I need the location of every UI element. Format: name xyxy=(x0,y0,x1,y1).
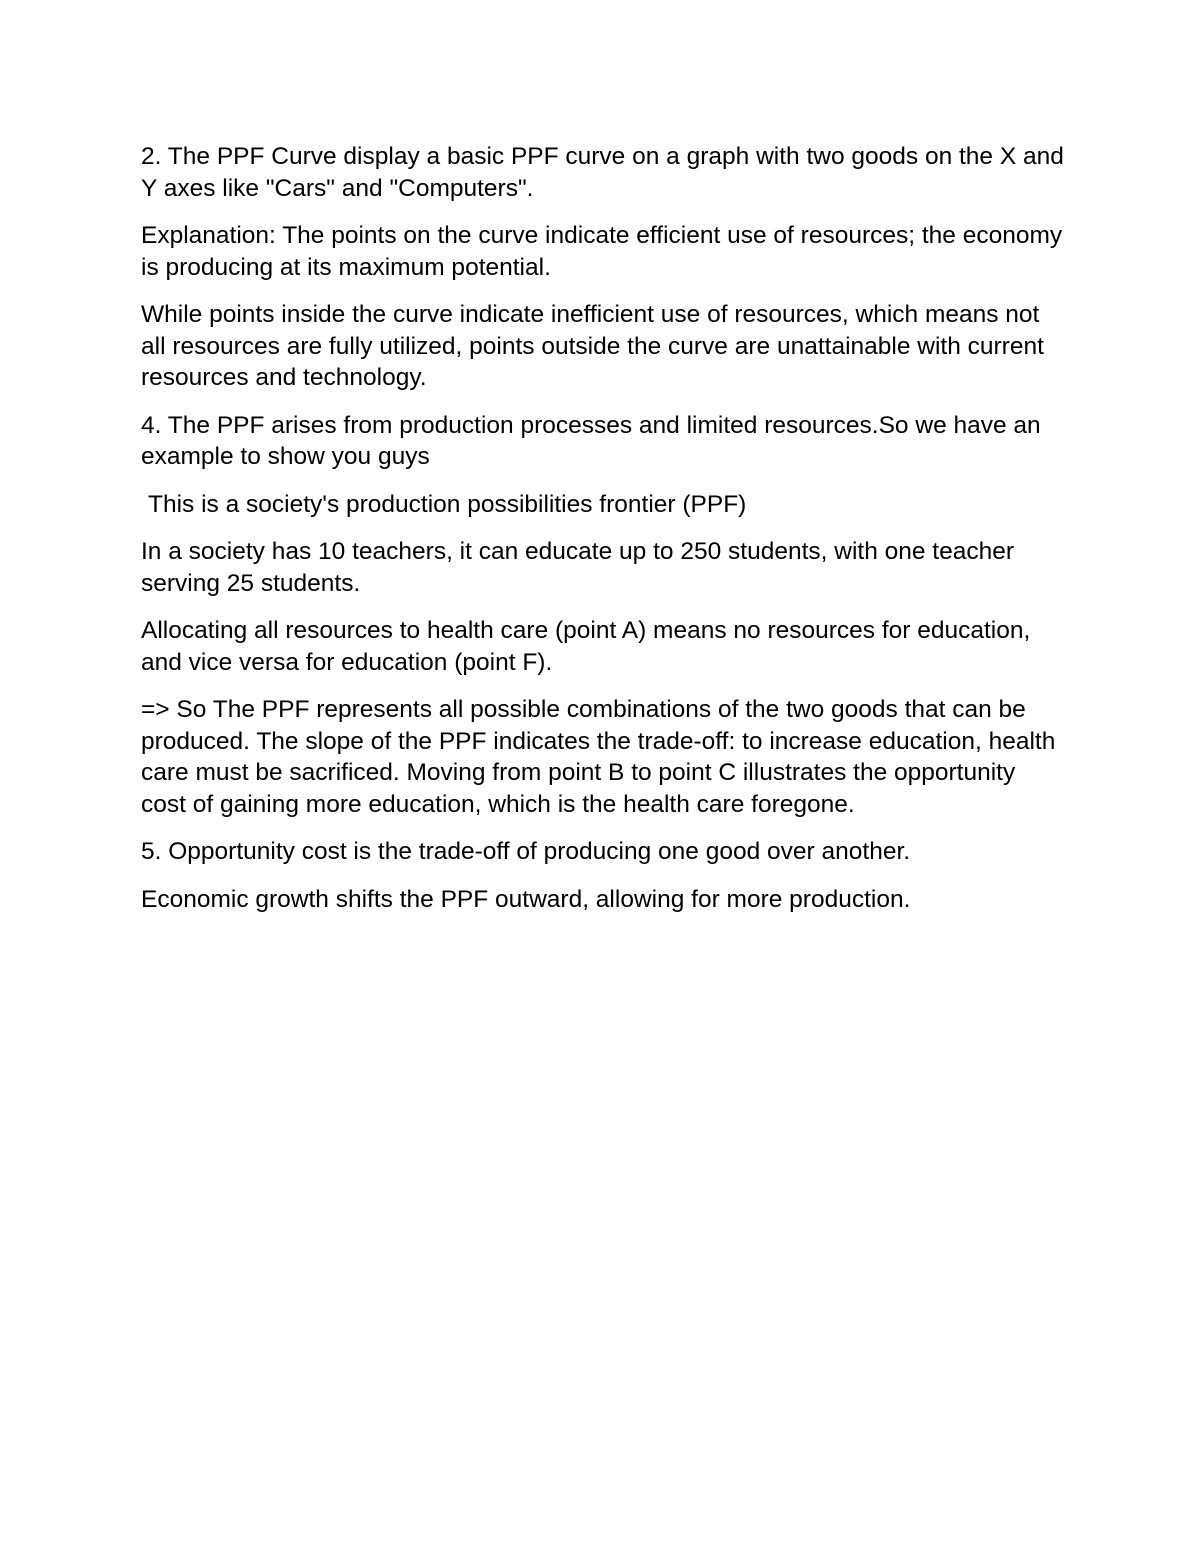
paragraph-economic-growth: Economic growth shifts the PPF outward, allowing for more production. xyxy=(141,885,911,913)
paragraph-opportunity-cost: 5. Opportunity cost is the trade-off of producing one good over another. xyxy=(141,838,911,865)
paragraph-allocating: Allocating all resources to health care (point A) means no resources for education, and vice versa for education (point F). xyxy=(141,617,1031,676)
paragraph-explanation: Explanation: The points on the curve indicate efficient use of resources; the economy is producing at its maximum potential. xyxy=(141,222,1063,281)
paragraph-ppf-curve: 2. The PPF Curve display a basic PPF curve on a graph with two goods on the X and Y axes like "Cars" and "Computers". xyxy=(141,143,1064,202)
paragraph-ppf-arises: 4. The PPF arises from production processes and limited resources.So we have an example to show you guys xyxy=(141,411,1041,470)
document-body xyxy=(141,141,1066,931)
paragraph-ppf-represents: => So The PPF represents all possible combinations of the two goods that can be produced. The slope of the PPF indicates the trade-off: to increase education, health care must be sacrificed. Moving from point B to point C illustrates the opportunity cost of gaining more education, which is the health care foregone. xyxy=(141,696,1056,818)
paragraph-inside-outside: While points inside the curve indicate inefficient use of resources, which means not all resources are fully utilized, points outside the curve are unattainable with current resources and technology. xyxy=(141,301,1044,391)
paragraph-teachers: In a society has 10 teachers, it can educate up to 250 students, with one teacher serving 25 students. xyxy=(141,538,1015,597)
paragraph-society-ppf: This is a society's production possibilities frontier (PPF) xyxy=(148,490,747,518)
